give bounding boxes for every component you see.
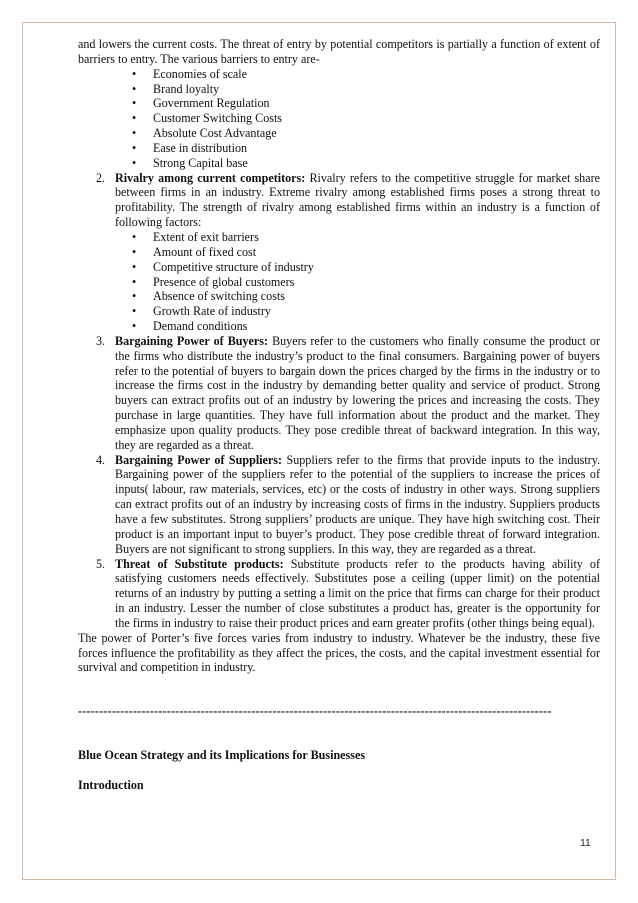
bullet-icon: • [132, 66, 137, 81]
bullet-icon: • [132, 155, 137, 170]
bullet-icon: • [132, 81, 137, 96]
intro-paragraph: and lowers the current costs. The threat of entry by potential competitors is partially a function of extent of barriers to entry. The various barriers to entry are- [78, 37, 600, 66]
bullet-icon: • [132, 140, 137, 155]
list-item: • Absolute Cost Advantage [132, 126, 277, 141]
list-item: • Presence of global customers [132, 274, 295, 289]
page-number: 11 [580, 837, 591, 849]
force-paragraph: Threat of Substitute products: Substitute products refer to the products having ability of satisfying customers needs effectively. Substitutes pose a ceiling (upper limit) on the potential returns of an industry by putting a setting a limit on the price that firms can charge for their product in an industry. Lesser the number of close substitutes a product has, greater is the opportunity for the firms in industry to raise their product prices and earn greater profits (other things being equal). [115, 556, 601, 630]
list-item: • Extent of exit barriers [132, 229, 259, 244]
list-item: • Absence of switching costs [132, 289, 285, 304]
bullet-icon: • [132, 274, 137, 289]
force-title: Threat of Substitute products: [115, 556, 284, 571]
list-item: • Amount of fixed cost [132, 244, 257, 259]
force-paragraph: Bargaining Power of Buyers: Buyers refer to the customers who finally consume the product or the firms who distribute the industry’s product to the final consumers. Bargaining power of buyers refer to the potential of buyers to bargain down the prices charged by the firms in the industry or to increase the firms cost in the industry by demanding better quality and service of product. Strong buyers can extract profits out of an industry by lowering the prices and increasing the costs. They purchase in large quantities. They have full information about the product and the market. They emphasize upon quality products. They pose credible threat of backward integration. In this way, they are regarded as a threat. [115, 333, 601, 452]
list-item: • Strong Capital base [132, 155, 248, 170]
force-paragraph: Bargaining Power of Suppliers: Suppliers refer to the firms that provide inputs to the industry. Bargaining power of the suppliers refer to the potential of the suppliers to increase the prices of inputs( labour, raw materials, services, etc) or the costs of industry in other ways. Strong suppliers can extract profits out of an industry by increasing costs of firms in the industry. Suppliers products have a few substitutes. Strong suppliers’ products are unique. They have high switching cost. Their product is an important input to buyer’s product. They pose credible threat of forward integration. Buyers are not significant to strong suppliers. In this way, they are regarded as a threat. [115, 452, 600, 556]
item-number: 3. [96, 333, 106, 348]
force-item-substitutes [78, 557, 600, 631]
list-item: • Government Regulation [132, 96, 270, 111]
list-item: • Brand loyalty [132, 81, 220, 96]
bullet-icon: • [132, 319, 137, 334]
subsection-title: Introduction [78, 777, 144, 792]
forces-list [78, 171, 600, 631]
bullet-icon: • [132, 259, 137, 274]
force-title: Bargaining Power of Buyers: [115, 333, 269, 348]
force-title: Rivalry among current competitors: [115, 170, 306, 185]
document-body [78, 37, 600, 793]
bullet-icon: • [132, 244, 137, 259]
force-title: Bargaining Power of Suppliers: [115, 452, 283, 467]
bullet-icon: • [132, 126, 137, 141]
section-divider: ---------------------------------------------------------------------------------------------------------------- [78, 704, 552, 719]
list-item: • Growth Rate of industry [132, 304, 271, 319]
list-item: • Economies of scale [132, 66, 248, 81]
item-number: 5. [96, 556, 106, 571]
bullet-icon: • [132, 304, 137, 319]
force-paragraph: Rivalry among current competitors: Rivalry refers to the competitive struggle for market share between firms in an industry. Extreme rivalry among established firms poses a strong threat to profitability. The strength of rivalry among established firms within an industry is a function of following factors: [115, 170, 600, 230]
force-item-buyers [78, 334, 600, 453]
rivalry-factors-list [115, 230, 600, 334]
bullet-icon: • [132, 96, 137, 111]
conclusion-paragraph: The power of Porter’s five forces varies from industry to industry. Whatever be the industry, these five forces influence the profitability as they affect the prices, the costs, and the capital investment essential for survival and competition in industry. [78, 630, 600, 675]
bullet-icon: • [132, 289, 137, 304]
force-item-rivalry [78, 171, 600, 334]
item-number: 2. [96, 170, 106, 185]
list-item: • Ease in distribution [132, 140, 248, 155]
section-title: Blue Ocean Strategy and its Implications for Businesses [78, 748, 366, 763]
list-item: • Demand conditions [132, 319, 248, 334]
bullet-icon: • [132, 229, 137, 244]
entry-barriers-list [78, 67, 600, 171]
list-item: • Competitive structure of industry [132, 259, 314, 274]
bullet-icon: • [132, 111, 137, 126]
item-number: 4. [96, 452, 106, 467]
list-item: • Customer Switching Costs [132, 111, 283, 126]
force-item-suppliers [78, 453, 600, 557]
